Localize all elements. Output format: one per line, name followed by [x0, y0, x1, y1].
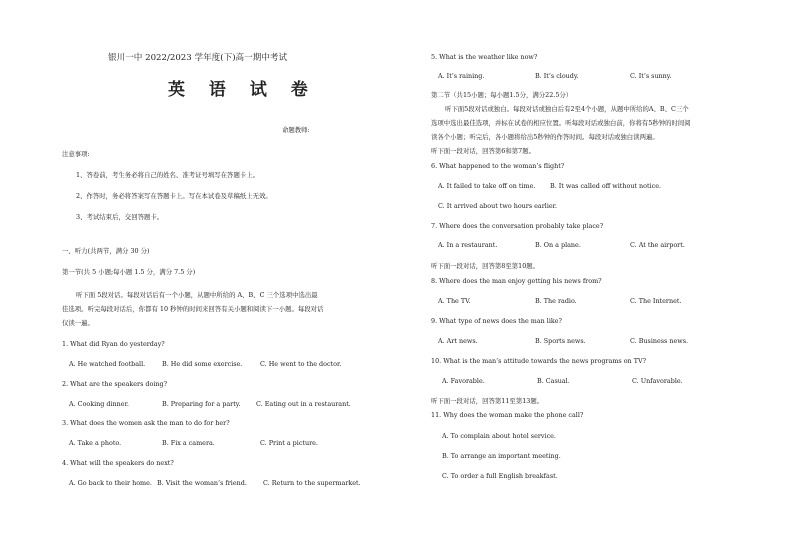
subject-title: 英 语 试 卷 [168, 80, 317, 100]
q7-option-c[interactable]: C. At the airport. [630, 241, 685, 249]
q9-option-a[interactable]: A. Art news. [438, 337, 478, 345]
school-title: 银川一中 2022/2023 学年度(下)高一期中考试 [108, 53, 288, 63]
section2-instructions: 读各个小题；听完后，各小题将给出5秒钟的作答时间。每段对话或独白读两遍。 [431, 133, 659, 141]
question-7: 7. Where does the conversation probably take place? [431, 222, 604, 230]
question-6: 6. What happened to the woman’s flight? [431, 162, 565, 170]
q2-option-c[interactable]: C. Eating out in a restaurant. [256, 400, 351, 408]
q4-option-b[interactable]: B. Visit the woman’s friend. [157, 479, 247, 487]
part1-heading: 一、听力(共两节，满分 30 分) [62, 247, 150, 255]
note-item: 3、考试结束后，交回答题卡。 [76, 213, 164, 221]
question-2: 2. What are the speakers doing? [62, 380, 167, 388]
q4-option-c[interactable]: C. Return to the supermarket. [263, 479, 361, 487]
q6-option-b[interactable]: B. It was called off without notice. [550, 182, 662, 190]
q3-option-c[interactable]: C. Print a picture. [260, 439, 318, 447]
q4-option-a[interactable]: A. Go back to their home. [69, 479, 152, 487]
q2-option-a[interactable]: A. Cooking dinner. [69, 400, 129, 408]
q1-option-c[interactable]: C. He went to the doctor. [260, 360, 342, 368]
q6-option-c[interactable]: C. It arrived about two hours earlier. [438, 202, 558, 210]
q1-option-a[interactable]: A. He watched football. [69, 360, 146, 368]
question-1: 1. What did Ryan do yesterday? [62, 340, 165, 348]
listen-instruction: 听下面一段对话，回答第8至第10题。 [431, 262, 540, 270]
q11-option-a[interactable]: A. To complain about hotel service. [442, 432, 556, 440]
section2-instructions: 选项中选出最佳选项，并标在试卷的相应位置。听每段对话或独白前，你将有5秒钟的时间阅 [431, 119, 691, 127]
q7-option-b[interactable]: B. On a plane. [535, 241, 581, 249]
question-5: 5. What is the weather like now? [431, 53, 538, 61]
section2-heading: 第二节（共15小题；每小题1.5分，满分22.5分） [431, 91, 573, 99]
q3-option-a[interactable]: A. Take a photo. [69, 439, 122, 447]
q11-option-b[interactable]: B. To arrange an important meeting. [442, 452, 561, 460]
instructions-line: 听下面 5段对话。每段对话后有一个小题，从题中所给的 A、B、C 三个选项中选出最 [76, 291, 318, 299]
setter-label: 命题教师: [282, 126, 310, 134]
section2-instructions: 听下面5段对话或独白。每段对话或独白后有2至4个小题，从题中所给的A、B、C三个 [445, 105, 689, 113]
notes-heading: 注意事项: [62, 150, 90, 158]
note-item: 1、答卷前，考生务必将自己的姓名、准考证号填写在答题卡上。 [76, 171, 260, 179]
q2-option-b[interactable]: B. Preparing for a party. [162, 400, 241, 408]
listen-instruction: 听下面一段对话，回答第11至第13题。 [431, 397, 544, 405]
q7-option-a[interactable]: A. In a restaurant. [438, 241, 498, 249]
q8-option-c[interactable]: C. The Internet. [630, 297, 682, 305]
q6-option-a[interactable]: A. It failed to take off on time. [438, 182, 536, 190]
question-3: 3. What does the women ask the man to do for her? [62, 419, 230, 427]
q10-option-a[interactable]: A. Favorable. [442, 377, 485, 385]
q9-option-c[interactable]: C. Business news. [630, 337, 689, 345]
question-9: 9. What type of news does the man like? [431, 317, 562, 325]
q5-option-b[interactable]: B. It’s cloudy. [535, 72, 579, 80]
q1-option-b[interactable]: B. He did some exercise. [162, 360, 243, 368]
q8-option-a[interactable]: A. The TV. [438, 297, 471, 305]
listen-instruction: 听下面一段对话，回答第6和第7题。 [431, 147, 535, 155]
q11-option-c[interactable]: C. To order a full English breakfast. [442, 472, 558, 480]
note-item: 2、作答时，务必将答案写在答题卡上。写在本试卷及草稿纸上无效。 [76, 192, 272, 200]
section1-heading: 第一节(共 5 小题;每小题 1.5 分，满分 7.5 分) [62, 268, 196, 276]
question-8: 8. Where does the man enjoy getting his news from? [431, 277, 602, 285]
instructions-line: 佳选项。听完每段对话后，你都有 10 秒钟的时间来回答有关小题和阅读下一小题。每段对话 [62, 305, 324, 313]
question-4: 4. What will the speakers do next? [62, 459, 174, 467]
question-11: 11. Why does the woman make the phone call? [431, 411, 584, 419]
q10-option-b[interactable]: B. Casual. [537, 377, 570, 385]
q10-option-c[interactable]: C. Unfavorable. [632, 377, 683, 385]
q5-option-c[interactable]: C. It’s sunny. [630, 72, 672, 80]
q5-option-a[interactable]: A. It’s raining. [438, 72, 485, 80]
q8-option-b[interactable]: B. The radio. [535, 297, 577, 305]
q9-option-b[interactable]: B. Sports news. [535, 337, 586, 345]
question-10: 10. What is the man’s attitude towards the news programs on TV? [431, 357, 646, 365]
q3-option-b[interactable]: B. Fix a camera. [162, 439, 215, 447]
instructions-line: 仅读一遍。 [62, 319, 94, 327]
